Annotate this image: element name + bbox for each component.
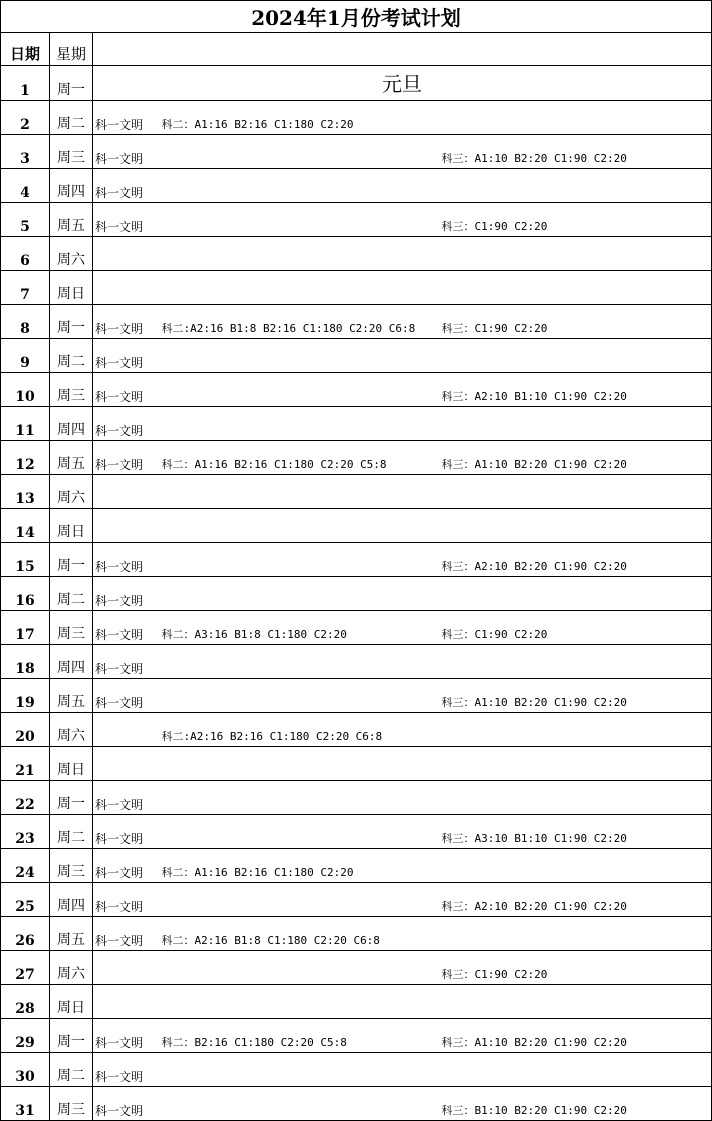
subject1-cell <box>93 713 159 747</box>
subject3-cell <box>439 849 712 883</box>
date-cell: 10 <box>1 373 50 407</box>
subject1-cell: 科一文明 <box>93 203 159 237</box>
table-row <box>1 101 712 135</box>
table-row <box>1 577 712 611</box>
weekday-cell: 周二 <box>50 1053 93 1087</box>
weekday-cell: 周一 <box>50 543 93 577</box>
subject1-cell <box>93 237 159 271</box>
subject3-cell <box>439 339 712 373</box>
page-title: 2024年1月份考试计划 <box>1 1 712 33</box>
table-row <box>1 1053 712 1087</box>
subject3-cell <box>439 1053 712 1087</box>
subject2-cell <box>159 951 439 985</box>
subject3-cell <box>439 577 712 611</box>
subject3-cell: 科三：A2:10 B2:20 C1:90 C2:20 <box>439 543 712 577</box>
subject2-cell <box>159 679 439 713</box>
subject3-cell: 科三：B1:10 B2:20 C1:90 C2:20 <box>439 1087 712 1121</box>
subject1-cell: 科一文明 <box>93 407 159 441</box>
subject3-cell <box>439 917 712 951</box>
subject2-cell <box>159 237 439 271</box>
subject1-cell: 科一文明 <box>93 917 159 951</box>
subject1-cell: 科一文明 <box>93 577 159 611</box>
subject1-cell: 科一文明 <box>93 781 159 815</box>
subject2-cell <box>159 815 439 849</box>
weekday-cell: 周五 <box>50 917 93 951</box>
subject3-cell <box>439 237 712 271</box>
subject3-cell <box>439 169 712 203</box>
date-cell: 13 <box>1 475 50 509</box>
subject2-cell <box>159 543 439 577</box>
table-row <box>1 985 712 1019</box>
weekday-cell: 周二 <box>50 339 93 373</box>
subject1-cell: 科一文明 <box>93 1087 159 1121</box>
subject2-cell <box>159 169 439 203</box>
subject2-cell: 科二：A3:16 B1:8 C1:180 C2:20 <box>159 611 439 645</box>
table-row <box>1 883 712 917</box>
subject2-cell <box>159 747 439 781</box>
table-row <box>1 407 712 441</box>
subject2-cell: 科二：A1:16 B2:16 C1:180 C2:20 <box>159 101 439 135</box>
subject2-cell: 科二:A2:16 B2:16 C1:180 C2:20 C6:8 <box>159 713 439 747</box>
subject2-cell <box>159 203 439 237</box>
weekday-cell: 周三 <box>50 849 93 883</box>
weekday-cell: 周四 <box>50 169 93 203</box>
table-row <box>1 203 712 237</box>
subject3-cell: 科三：A1:10 B2:20 C1:90 C2:20 <box>439 679 712 713</box>
table-row <box>1 441 712 475</box>
subject3-cell: 科三：A1:10 B2:20 C1:90 C2:20 <box>439 441 712 475</box>
header-date: 日期 <box>1 33 50 66</box>
weekday-cell: 周四 <box>50 645 93 679</box>
subject1-cell: 科一文明 <box>93 645 159 679</box>
weekday-cell: 周五 <box>50 441 93 475</box>
subject2-cell <box>159 135 439 169</box>
date-cell: 31 <box>1 1087 50 1121</box>
weekday-cell: 周日 <box>50 985 93 1019</box>
subject3-cell: 科三：A3:10 B1:10 C1:90 C2:20 <box>439 815 712 849</box>
subject1-cell: 科一文明 <box>93 815 159 849</box>
weekday-cell: 周五 <box>50 203 93 237</box>
subject3-cell <box>439 747 712 781</box>
subject2-cell: 科二:A2:16 B1:8 B2:16 C1:180 C2:20 C6:8 <box>159 305 439 339</box>
subject2-cell <box>159 577 439 611</box>
table-row <box>1 305 712 339</box>
table-row <box>1 271 712 305</box>
date-cell: 26 <box>1 917 50 951</box>
subject2-cell <box>159 509 439 543</box>
subject2-cell <box>159 271 439 305</box>
date-cell: 20 <box>1 713 50 747</box>
date-cell: 22 <box>1 781 50 815</box>
weekday-cell: 周六 <box>50 951 93 985</box>
subject1-cell: 科一文明 <box>93 679 159 713</box>
subject3-cell: 科三：A1:10 B2:20 C1:90 C2:20 <box>439 1019 712 1053</box>
subject1-cell <box>93 747 159 781</box>
weekday-cell: 周三 <box>50 135 93 169</box>
date-cell: 8 <box>1 305 50 339</box>
date-cell: 24 <box>1 849 50 883</box>
date-cell: 12 <box>1 441 50 475</box>
subject2-cell <box>159 407 439 441</box>
date-cell: 25 <box>1 883 50 917</box>
table-row <box>1 543 712 577</box>
header-row <box>1 33 712 66</box>
date-cell: 6 <box>1 237 50 271</box>
date-cell: 27 <box>1 951 50 985</box>
weekday-cell: 周一 <box>50 66 93 101</box>
date-cell: 14 <box>1 509 50 543</box>
subject2-cell <box>159 781 439 815</box>
subject1-cell: 科一文明 <box>93 373 159 407</box>
weekday-cell: 周三 <box>50 611 93 645</box>
subject1-cell: 科一文明 <box>93 1053 159 1087</box>
table-row <box>1 1019 712 1053</box>
date-cell: 16 <box>1 577 50 611</box>
subject2-cell: 科二：A1:16 B2:16 C1:180 C2:20 C5:8 <box>159 441 439 475</box>
weekday-cell: 周五 <box>50 679 93 713</box>
holiday-label: 元旦 <box>93 66 712 101</box>
subject1-cell: 科一文明 <box>93 305 159 339</box>
subject1-cell: 科一文明 <box>93 543 159 577</box>
subject3-cell: 科三：C1:90 C2:20 <box>439 203 712 237</box>
weekday-cell: 周六 <box>50 237 93 271</box>
subject1-cell: 科一文明 <box>93 849 159 883</box>
subject2-cell <box>159 883 439 917</box>
subject3-cell: 科三：A1:10 B2:20 C1:90 C2:20 <box>439 135 712 169</box>
date-cell: 2 <box>1 101 50 135</box>
subject3-cell <box>439 985 712 1019</box>
weekday-cell: 周四 <box>50 883 93 917</box>
weekday-cell: 周日 <box>50 271 93 305</box>
subject2-cell: 科二：A1:16 B2:16 C1:180 C2:20 <box>159 849 439 883</box>
date-cell: 30 <box>1 1053 50 1087</box>
date-cell: 17 <box>1 611 50 645</box>
subject1-cell: 科一文明 <box>93 883 159 917</box>
table-row <box>1 475 712 509</box>
subject3-cell <box>439 101 712 135</box>
table-row <box>1 509 712 543</box>
date-cell: 5 <box>1 203 50 237</box>
date-cell: 19 <box>1 679 50 713</box>
weekday-cell: 周六 <box>50 713 93 747</box>
subject1-cell <box>93 951 159 985</box>
subject1-cell: 科一文明 <box>93 169 159 203</box>
subject3-cell <box>439 271 712 305</box>
weekday-cell: 周一 <box>50 305 93 339</box>
subject2-cell <box>159 985 439 1019</box>
date-cell: 15 <box>1 543 50 577</box>
subject1-cell <box>93 271 159 305</box>
subject2-cell <box>159 645 439 679</box>
subject3-cell: 科三：C1:90 C2:20 <box>439 611 712 645</box>
subject1-cell <box>93 985 159 1019</box>
weekday-cell: 周三 <box>50 1087 93 1121</box>
header-blank <box>93 33 712 66</box>
subject2-cell: 科二：B2:16 C1:180 C2:20 C5:8 <box>159 1019 439 1053</box>
subject2-cell <box>159 373 439 407</box>
weekday-cell: 周二 <box>50 577 93 611</box>
date-cell: 7 <box>1 271 50 305</box>
table-row <box>1 781 712 815</box>
subject2-cell <box>159 475 439 509</box>
table-row <box>1 645 712 679</box>
table-row <box>1 849 712 883</box>
subject3-cell <box>439 475 712 509</box>
weekday-cell: 周日 <box>50 747 93 781</box>
table-row <box>1 135 712 169</box>
subject1-cell: 科一文明 <box>93 135 159 169</box>
subject3-cell: 科三：C1:90 C2:20 <box>439 305 712 339</box>
table-row <box>1 917 712 951</box>
subject1-cell: 科一文明 <box>93 1019 159 1053</box>
subject3-cell: 科三：A2:10 B2:20 C1:90 C2:20 <box>439 883 712 917</box>
date-cell: 29 <box>1 1019 50 1053</box>
subject1-cell <box>93 475 159 509</box>
subject3-cell: 科三：C1:90 C2:20 <box>439 951 712 985</box>
date-cell: 21 <box>1 747 50 781</box>
date-cell: 18 <box>1 645 50 679</box>
subject1-cell: 科一文明 <box>93 611 159 645</box>
date-cell: 3 <box>1 135 50 169</box>
weekday-cell: 周六 <box>50 475 93 509</box>
subject1-cell <box>93 509 159 543</box>
table-row <box>1 1087 712 1121</box>
subject1-cell: 科一文明 <box>93 101 159 135</box>
table-row <box>1 66 712 101</box>
subject3-cell <box>439 781 712 815</box>
weekday-cell: 周二 <box>50 815 93 849</box>
table-row <box>1 713 712 747</box>
subject3-cell: 科三：A2:10 B1:10 C1:90 C2:20 <box>439 373 712 407</box>
table-row <box>1 373 712 407</box>
subject2-cell <box>159 1053 439 1087</box>
table-row <box>1 611 712 645</box>
subject1-cell: 科一文明 <box>93 339 159 373</box>
date-cell: 11 <box>1 407 50 441</box>
date-cell: 1 <box>1 66 50 101</box>
subject2-cell: 科二：A2:16 B1:8 C1:180 C2:20 C6:8 <box>159 917 439 951</box>
subject3-cell <box>439 645 712 679</box>
weekday-cell: 周二 <box>50 101 93 135</box>
table-row <box>1 237 712 271</box>
date-cell: 23 <box>1 815 50 849</box>
subject2-cell <box>159 1087 439 1121</box>
date-cell: 9 <box>1 339 50 373</box>
table-row <box>1 815 712 849</box>
subject2-cell <box>159 339 439 373</box>
weekday-cell: 周四 <box>50 407 93 441</box>
table-row <box>1 339 712 373</box>
date-cell: 4 <box>1 169 50 203</box>
subject3-cell <box>439 407 712 441</box>
weekday-cell: 周一 <box>50 1019 93 1053</box>
subject3-cell <box>439 713 712 747</box>
weekday-cell: 周日 <box>50 509 93 543</box>
table-row <box>1 169 712 203</box>
table-row <box>1 951 712 985</box>
table-row <box>1 679 712 713</box>
date-cell: 28 <box>1 985 50 1019</box>
header-weekday: 星期 <box>50 33 93 66</box>
subject1-cell: 科一文明 <box>93 441 159 475</box>
weekday-cell: 周一 <box>50 781 93 815</box>
table-row <box>1 747 712 781</box>
weekday-cell: 周三 <box>50 373 93 407</box>
subject3-cell <box>439 509 712 543</box>
